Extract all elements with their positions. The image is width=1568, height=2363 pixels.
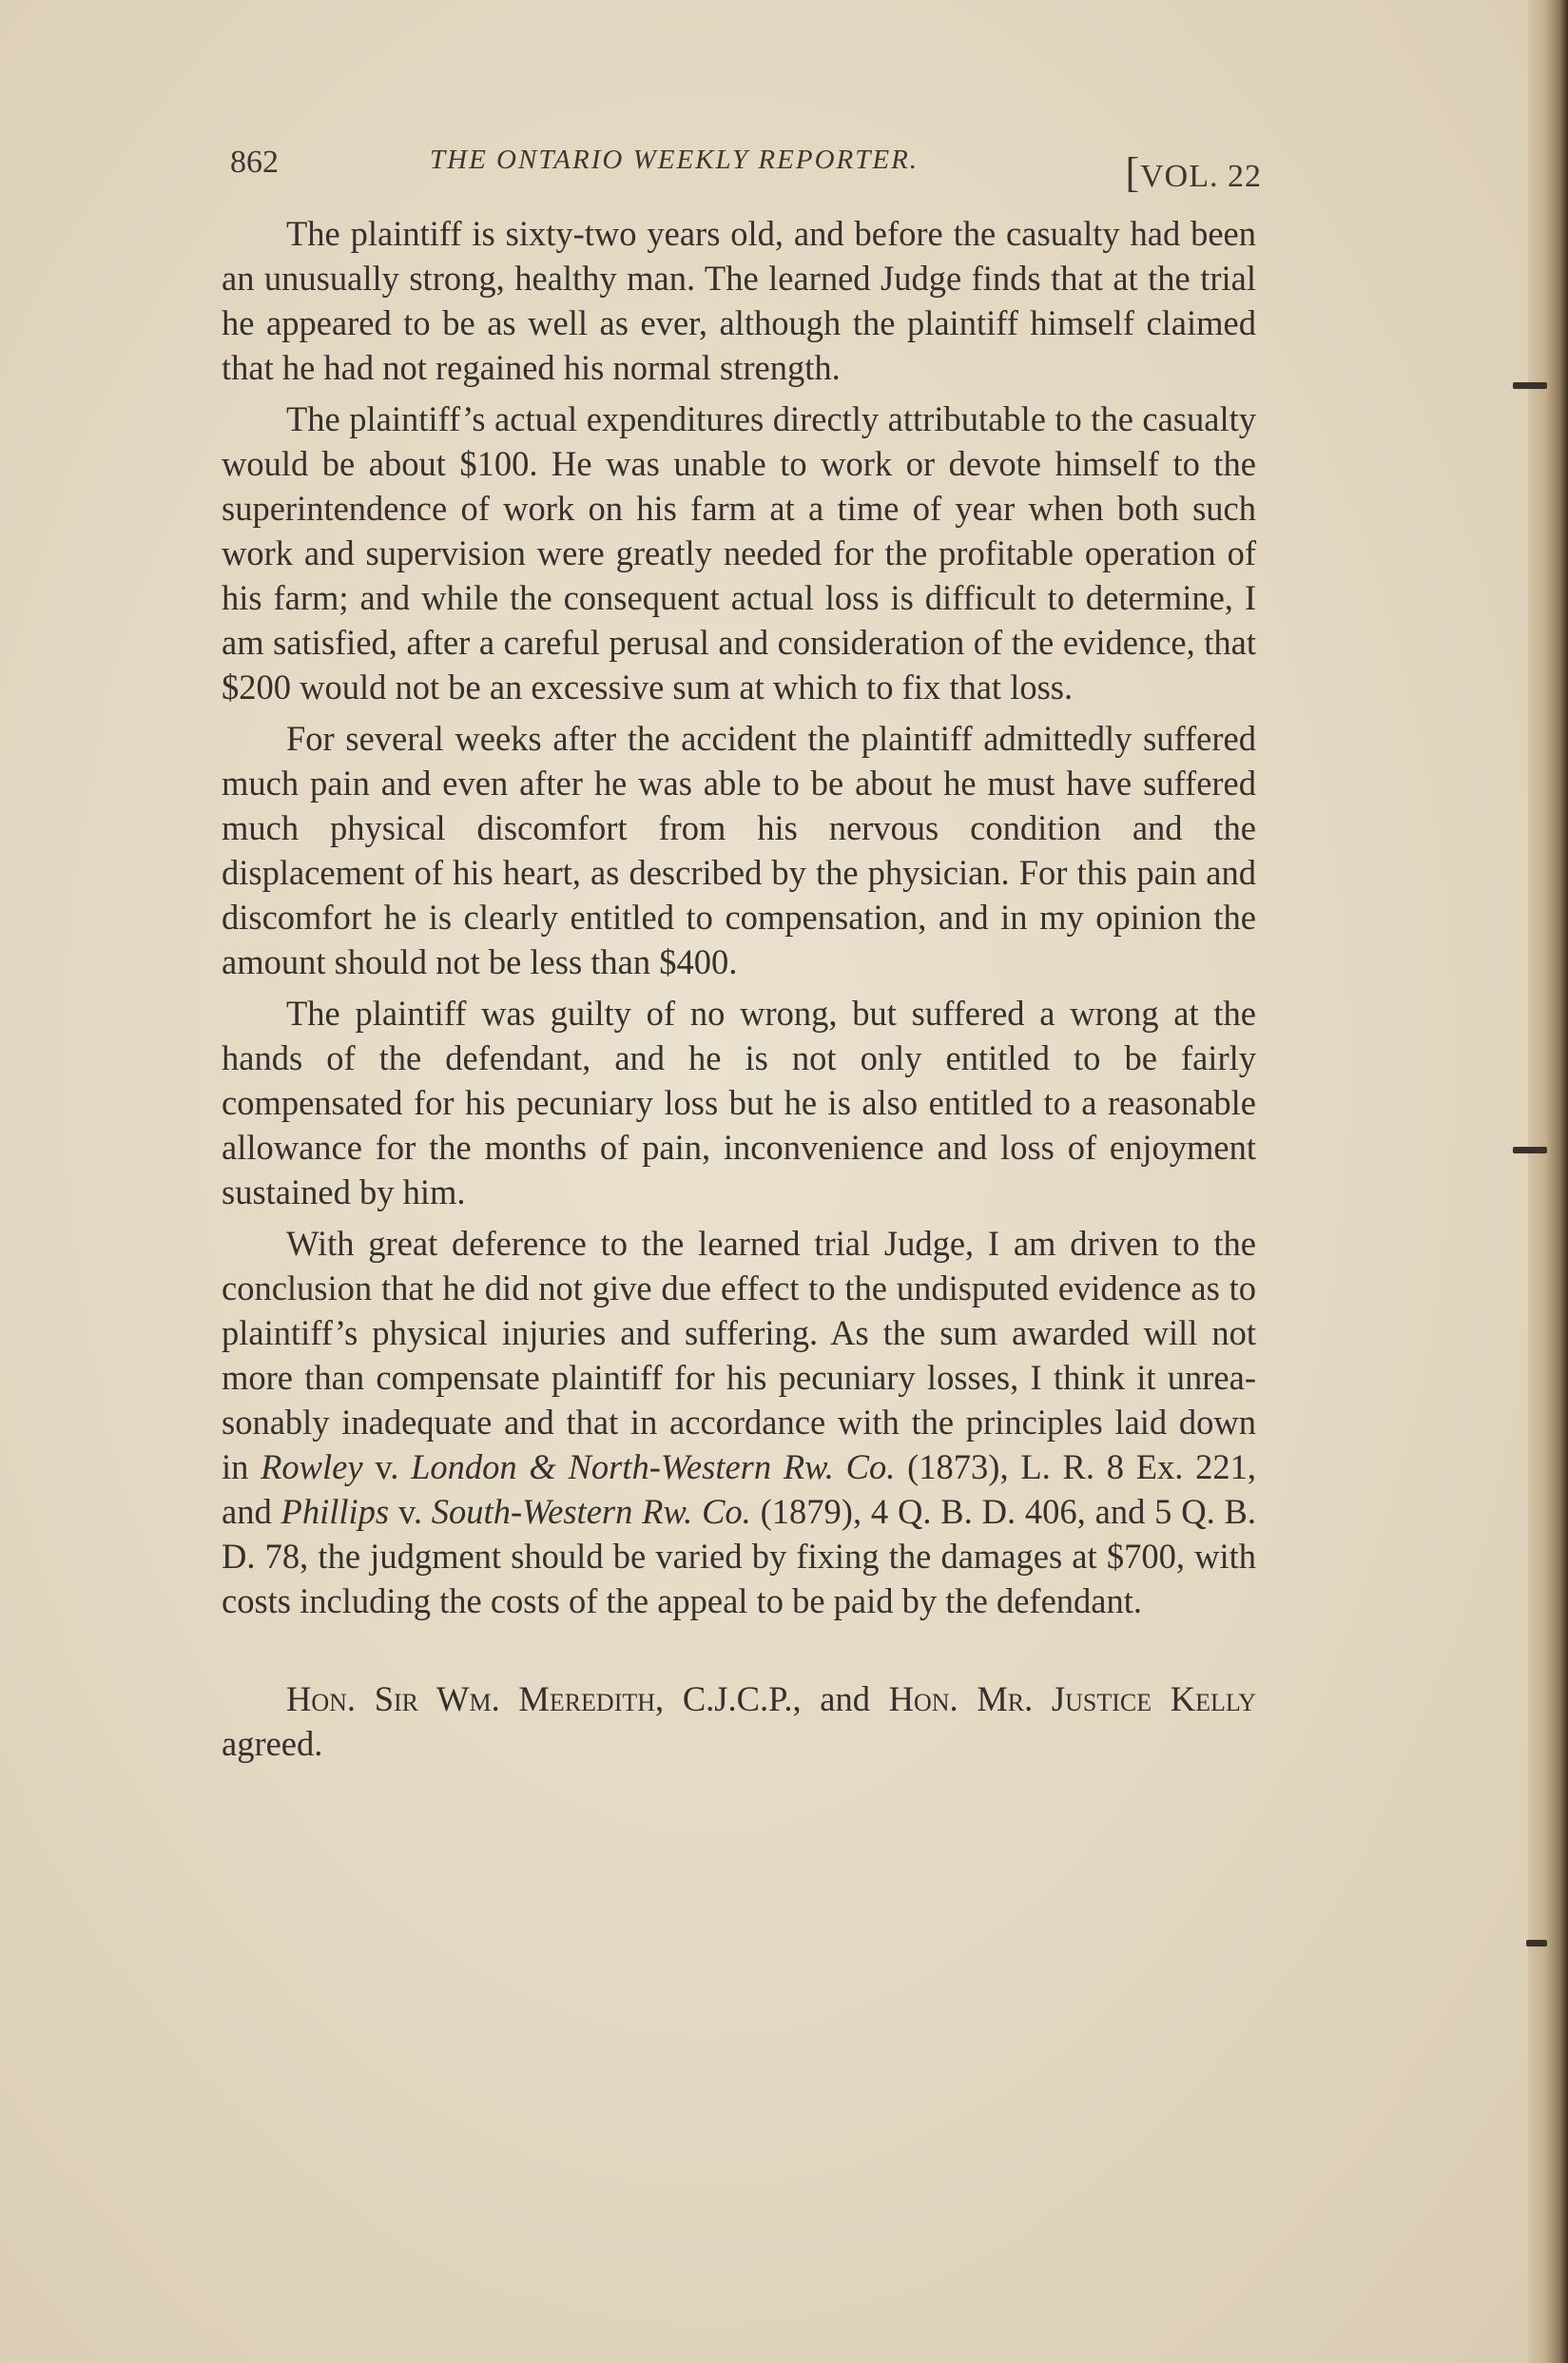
running-header: [230, 141, 1262, 196]
concurrence-title: , C.J.C.P., and: [655, 1679, 889, 1718]
binding-stitch: [1513, 382, 1547, 389]
case-2-versus: v.: [389, 1492, 432, 1531]
case-1-name: Rowley: [261, 1447, 363, 1486]
paragraph-5-closing: (1879), 4 Q. B. D. 406, and 5 Q. B. D. 78, the judgment should be varied by fixing the damages at $700, with costs including the costs of the appeal to be paid by the defendant.: [222, 1492, 1257, 1620]
open-bracket: [: [1125, 149, 1141, 196]
concurring-judge-2: Hon. Mr. Justice Kelly: [888, 1679, 1256, 1718]
paragraph-2: The plaintiff’s actual expenditures directly attributable to the casualty would be about $100. He was unable to work or devote himself to the superintendence of work on his farm at a time of year when both such work and supervision were greatly needed for the profitable operation of his farm; and while the consequent actual loss is difficult to determine, I am satisfied, after a careful perusal and consideration of the evidence, that $200 would not be an excessive sum at which to fix that loss.: [222, 399, 1256, 707]
page-number: 862: [230, 145, 279, 180]
running-title: THE ONTARIO WEEKLY REPORTER.: [430, 145, 920, 175]
concurrence-ending: agreed.: [222, 1724, 323, 1763]
paragraph-4: The plaintiff was guilty of no wrong, but suffered a wrong at the hands of the defendant, and he is not only entitled to be fairly compensated for his pecuniary loss but he is also entitled to a reasonable allowance for the months of pain, inconvenience and loss of enjoyment sustained by him.: [222, 994, 1256, 1211]
case-1-versus: v.: [362, 1447, 412, 1486]
binding-stitch: [1526, 1940, 1547, 1947]
case-1-citation: (1873), L. R. 8 Ex. 221, and: [222, 1447, 1256, 1531]
case-1-party: London & North-Western Rw. Co.: [411, 1447, 896, 1486]
paragraph-3: For several weeks after the accident the plaintiff admittedly suffered much pain and even after he was able to be about he must have suffered much physical discomfort from his nervous condition and the displacement of his heart, as described by the physician. For this pain and discomfort he is clearly entitled to compensation, and in my opinion the amount should not be less than $400.: [222, 719, 1256, 981]
book-spine-edge: [1528, 0, 1568, 2363]
case-2-name: Phillips: [281, 1492, 390, 1531]
volume-label: [1125, 148, 1262, 197]
concurring-judge-1: Hon. Sir Wm. Meredith: [286, 1679, 656, 1718]
case-2-party: South-Western Rw. Co.: [431, 1492, 751, 1531]
paragraph-5-opening: With great deference to the learned trial Judge, I am driven to the conclusion that he did not give due effect to the undisputed evidence as to plaintiff’s physical injuries and suffering. As the sum awarded will not more than compensate plaintiff for his pecuniary losses, I think it unreasonably inadequate and that in accordance with the principles laid down in: [222, 1224, 1256, 1486]
paragraph-1: The plaintiff is sixty-two years old, and before the casualty had been an unusually strong, healthy man. The learned Judge finds that at the trial he appeared to be as well as ever, although the plaintiff himself claimed that he had not regained his normal strength.: [222, 214, 1256, 387]
concurrence-note: [222, 1676, 1256, 1766]
volume-text: VOL. 22: [1140, 159, 1262, 194]
binding-stitch: [1513, 1147, 1547, 1153]
body-text: [222, 211, 1256, 1801]
paragraph-5: [222, 1221, 1256, 1623]
